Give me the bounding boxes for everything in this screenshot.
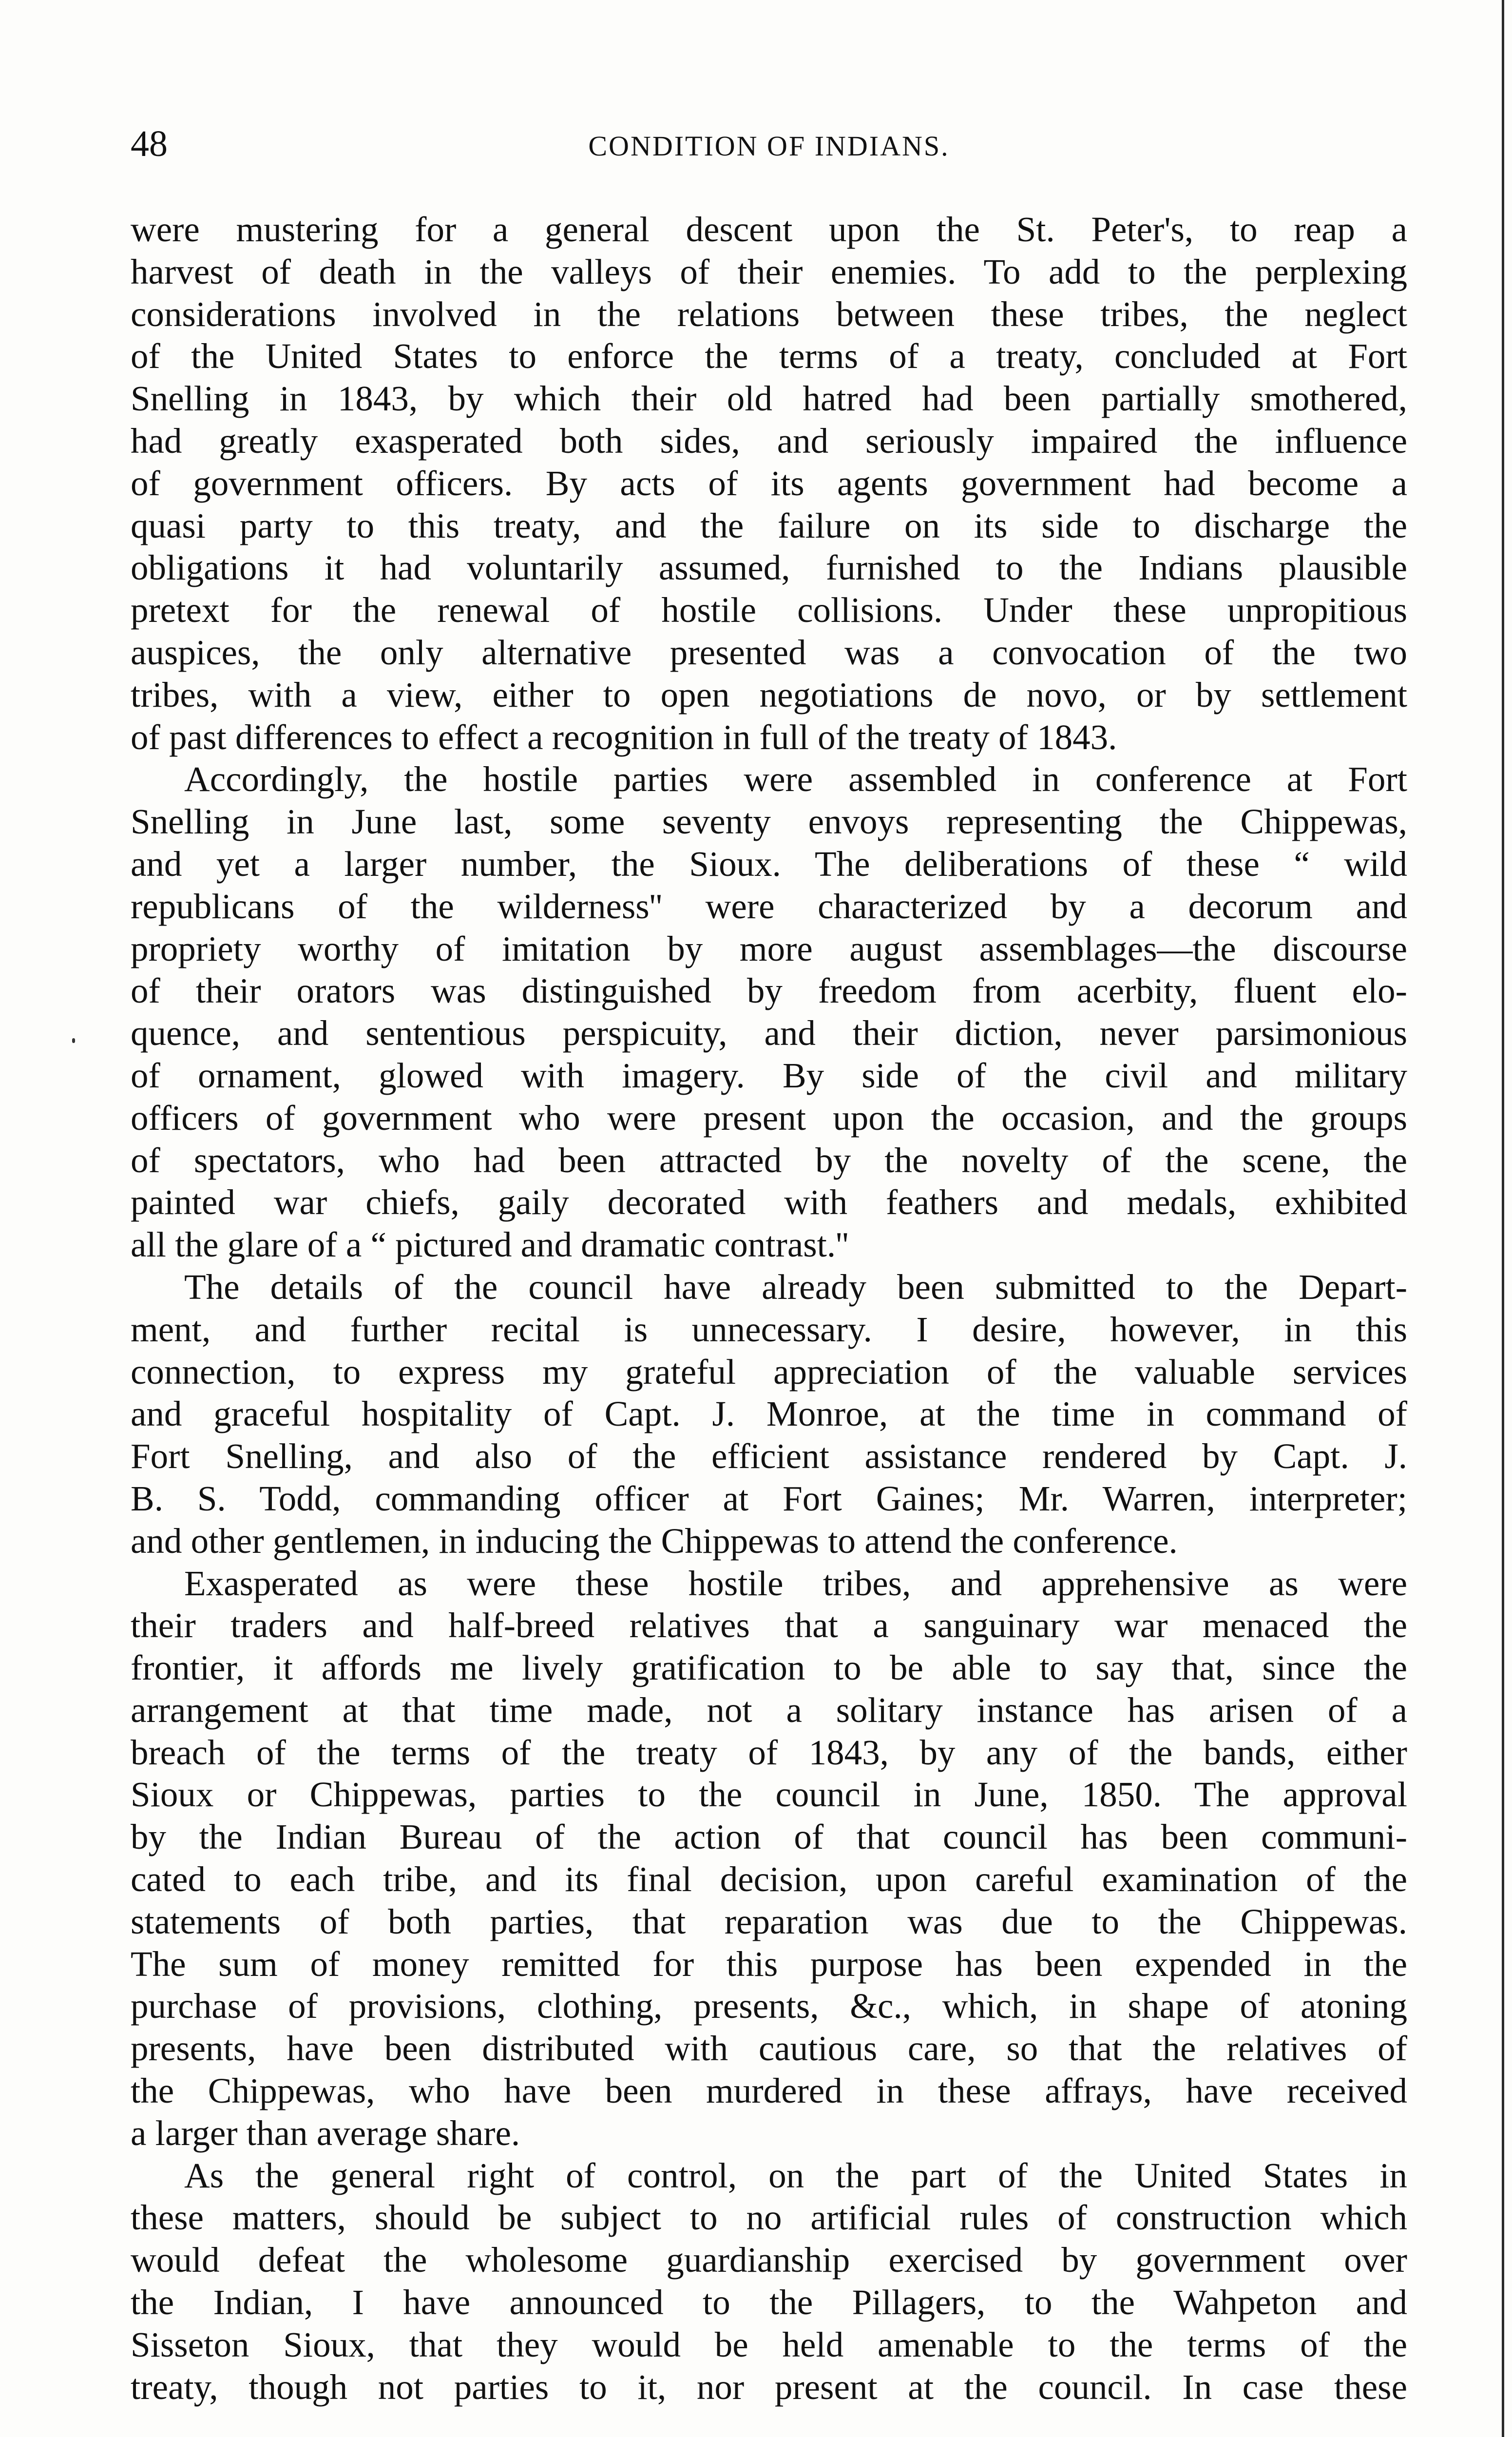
text-line: all the glare of a “ pictured and dramatic contrast.'': [131, 1225, 849, 1265]
text-line: of government officers. By acts of its agents government had become a: [131, 463, 1407, 503]
text-line: arrangement at that time made, not a solitary instance has arisen of a: [131, 1690, 1407, 1730]
text-line: republicans of the wilderness'' were characterized by a decorum and: [131, 886, 1407, 926]
text-line: treaty, though not parties to it, nor present at the council. In case these: [131, 2367, 1407, 2407]
text-line: of past differences to effect a recognition in full of the treaty of 1843.: [131, 717, 1117, 757]
paragraph-5: [131, 2155, 1407, 2409]
paragraph-3: [131, 1266, 1407, 1563]
text-line: were mustering for a general descent upon the St. Peter's, to reap a: [131, 210, 1407, 249]
body-text: [131, 209, 1407, 2408]
text-line: pretext for the renewal of hostile collisions. Under these unpropitious: [131, 590, 1407, 630]
text-line: The sum of money remitted for this purpose has been expended in the: [131, 1944, 1407, 1984]
text-line: tribes, with a view, either to open negotiations de novo, or by settlement: [131, 675, 1407, 715]
text-line: Accordingly, the hostile parties were assembled in conference at Fort: [184, 759, 1407, 799]
text-line: ment, and further recital is unnecessary. I desire, however, in this: [131, 1309, 1407, 1349]
text-line: had greatly exasperated both sides, and seriously impaired the influence: [131, 421, 1407, 461]
text-line: and graceful hospitality of Capt. J. Monroe, at the time in command of: [131, 1394, 1407, 1434]
text-line: and other gentlemen, in inducing the Chippewas to attend the conference.: [131, 1521, 1178, 1561]
text-line: harvest of death in the valleys of their enemies. To add to the perplexing: [131, 251, 1407, 291]
text-line: presents, have been distributed with cautious care, so that the relatives of: [131, 2029, 1407, 2069]
page-number: 48: [131, 123, 168, 164]
text-line: painted war chiefs, gaily decorated with feathers and medals, exhibited: [131, 1182, 1407, 1222]
paragraph-2: [131, 758, 1407, 1266]
text-line: Exasperated as were these hostile tribes, and apprehensive as were: [184, 1563, 1407, 1603]
text-line: quence, and sententious perspicuity, and their diction, never parsimonious: [131, 1013, 1407, 1053]
text-line: obligations it had voluntarily assumed, furnished to the Indians plausible: [131, 548, 1407, 588]
paragraph-1: [131, 209, 1407, 758]
text-line: of the United States to enforce the terms of a treaty, concluded at Fort: [131, 336, 1407, 376]
text-line: Sisseton Sioux, that they would be held amenable to the terms of the: [131, 2324, 1407, 2364]
text-line: of ornament, glowed with imagery. By side of the civil and military: [131, 1055, 1407, 1095]
text-line: propriety worthy of imitation by more august assemblages—the discourse: [131, 928, 1407, 968]
page-header: [131, 122, 1407, 166]
text-line: Snelling in 1843, by which their old hatred had been partially smothered,: [131, 379, 1407, 419]
text-line: Snelling in June last, some seventy envoys representing the Chippewas,: [131, 802, 1407, 842]
paragraph-4: [131, 1563, 1407, 2155]
text-line: Sioux or Chippewas, parties to the council in June, 1850. The approval: [131, 1775, 1407, 1815]
text-line: and yet a larger number, the Sioux. The deliberations of these “ wild: [131, 844, 1407, 884]
text-line: these matters, should be subject to no artificial rules of construction which: [131, 2198, 1407, 2238]
text-line: officers of government who were present upon the occasion, and the groups: [131, 1098, 1407, 1138]
text-line: The details of the council have already been submitted to the Depart-: [184, 1267, 1407, 1307]
text-line: considerations involved in the relations between these tribes, the neglect: [131, 294, 1407, 334]
text-line: a larger than average share.: [131, 2113, 520, 2153]
text-line: their traders and half-breed relatives that a sanguinary war menaced the: [131, 1605, 1407, 1645]
text-line: would defeat the wholesome guardianship exercised by government over: [131, 2240, 1407, 2280]
running-title: CONDITION OF INDIANS.: [588, 130, 950, 162]
text-line: Fort Snelling, and also of the efficient assistance rendered by Capt. J.: [131, 1436, 1407, 1476]
text-line: statements of both parties, that reparation was due to the Chippewas.: [131, 1901, 1407, 1941]
text-line: frontier, it affords me lively gratification to be able to say that, since the: [131, 1648, 1407, 1688]
text-line: by the Indian Bureau of the action of that council has been communi-: [131, 1817, 1407, 1857]
stray-ink-mark: [72, 1038, 75, 1043]
text-line: cated to each tribe, and its final decision, upon careful examination of the: [131, 1859, 1407, 1899]
text-line: purchase of provisions, clothing, presents, &c., which, in shape of atoning: [131, 1986, 1407, 2026]
text-line: connection, to express my grateful appreciation of the valuable services: [131, 1352, 1407, 1392]
text-line: quasi party to this treaty, and the failure on its side to discharge the: [131, 505, 1407, 545]
text-line: the Indian, I have announced to the Pillagers, to the Wahpeton and: [131, 2282, 1407, 2322]
text-line: B. S. Todd, commanding officer at Fort Gaines; Mr. Warren, interpreter;: [131, 1478, 1407, 1518]
text-line: As the general right of control, on the part of the United States in: [184, 2155, 1407, 2195]
text-line: of their orators was distinguished by freedom from acerbity, fluent elo-: [131, 971, 1407, 1011]
text-line: breach of the terms of the treaty of 1843, by any of the bands, either: [131, 1732, 1407, 1772]
text-line: auspices, the only alternative presented was a convocation of the two: [131, 632, 1407, 672]
page-edge-right: [1502, 0, 1504, 2437]
text-line: the Chippewas, who have been murdered in these affrays, have received: [131, 2071, 1407, 2111]
text-line: of spectators, who had been attracted by the novelty of the scene, the: [131, 1140, 1407, 1180]
